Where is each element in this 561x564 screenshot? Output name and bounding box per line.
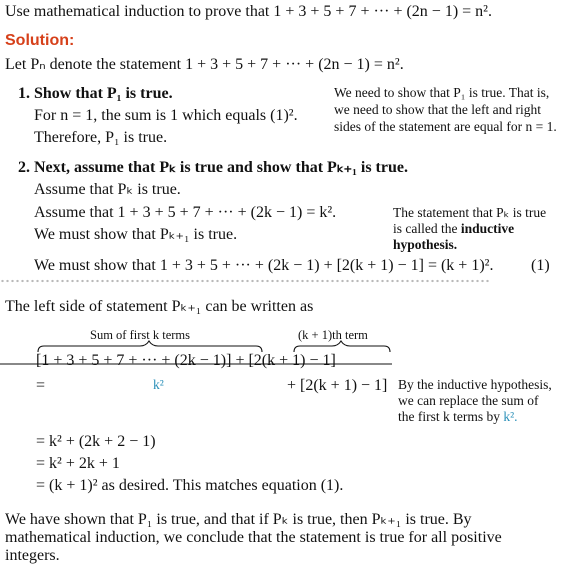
step1-note-line1: We need to show that P₁ is true. That is, xyxy=(334,85,550,100)
lower-note-text: the first k terms by xyxy=(398,409,504,424)
step2-assume: Assume that Pₖ is true. xyxy=(34,181,181,198)
lower-note-line3 xyxy=(398,410,518,424)
step2-note-line3: hypothesis. xyxy=(393,237,458,252)
step2-note-text: is called the xyxy=(393,221,461,236)
equals-sign: = xyxy=(36,377,46,394)
step2-note-line1: The statement that Pₖ is true xyxy=(393,205,547,220)
k-squared: k² xyxy=(153,377,164,392)
step2-heading: 2. Next, assume that Pₖ is true and show that Pₖ₊₁ is true. xyxy=(18,159,408,176)
step1-note-line3: sides of the statement are equal for n = 1. xyxy=(334,119,557,134)
step1-base-case: For n = 1, the sum is 1 which equals (1)². xyxy=(34,107,298,124)
lower-note-line1: By the inductive hypothesis, xyxy=(398,377,552,392)
conclusion-line1: We have shown that P₁ is true, and that if Pₖ is true, then Pₖ₊₁ is true. By xyxy=(5,511,472,528)
simplify-step1: = k² + (2k + 2 − 1) xyxy=(36,433,156,450)
step2-target-equation: We must show that 1 + 3 + 5 + ··· + (2k − 1) + [2(k + 1) − 1] = (k + 1)². xyxy=(34,257,494,274)
brace-label-left: Sum of first k terms xyxy=(90,328,190,342)
step1-conclusion: Therefore, P₁ is true. xyxy=(34,129,168,146)
lower-expression: [1 + 3 + 5 + 7 + ··· + (2k − 1)] + [2(k + 1) − 1] xyxy=(36,352,336,369)
lower-lead: The left side of statement Pₖ₊₁ can be written as xyxy=(5,298,314,315)
brace-left xyxy=(38,341,262,352)
problem-statement: Use mathematical induction to prove that 1 + 3 + 5 + 7 + ··· + (2n − 1) = n². xyxy=(5,3,492,20)
step1-note-line2: we need to show that the left and right xyxy=(334,102,541,117)
step1-heading: 1. Show that P₁ is true. xyxy=(18,85,173,102)
brace-label-right: (k + 1)th term xyxy=(298,328,368,342)
conclusion-line3: integers. xyxy=(5,547,60,564)
brace-right xyxy=(294,341,390,352)
simplify-step3: = (k + 1)² as desired. This matches equation (1). xyxy=(36,477,344,494)
step2-note-bold: inductive xyxy=(460,221,515,236)
lower-note-line2: we can replace the sum of xyxy=(398,393,539,408)
conclusion-line2: mathematical induction, we conclude that the statement is true for all positive xyxy=(5,529,502,546)
step2-hypothesis-equation: Assume that 1 + 3 + 5 + 7 + ··· + (2k − 1) = k². xyxy=(34,204,337,221)
simplify-step2: = k² + 2k + 1 xyxy=(36,455,120,472)
step2-must-show: We must show that Pₖ₊₁ is true. xyxy=(34,226,238,243)
lower-note-ksq: k². xyxy=(503,409,518,424)
intro-statement: Let Pₙ denote the statement 1 + 3 + 5 + 7 + ··· + (2n − 1) = n². xyxy=(5,56,404,73)
solution-label: Solution: xyxy=(5,32,75,49)
equation-tag: (1) xyxy=(531,257,550,274)
lower-expression-2: + [2(k + 1) − 1] xyxy=(287,377,388,394)
